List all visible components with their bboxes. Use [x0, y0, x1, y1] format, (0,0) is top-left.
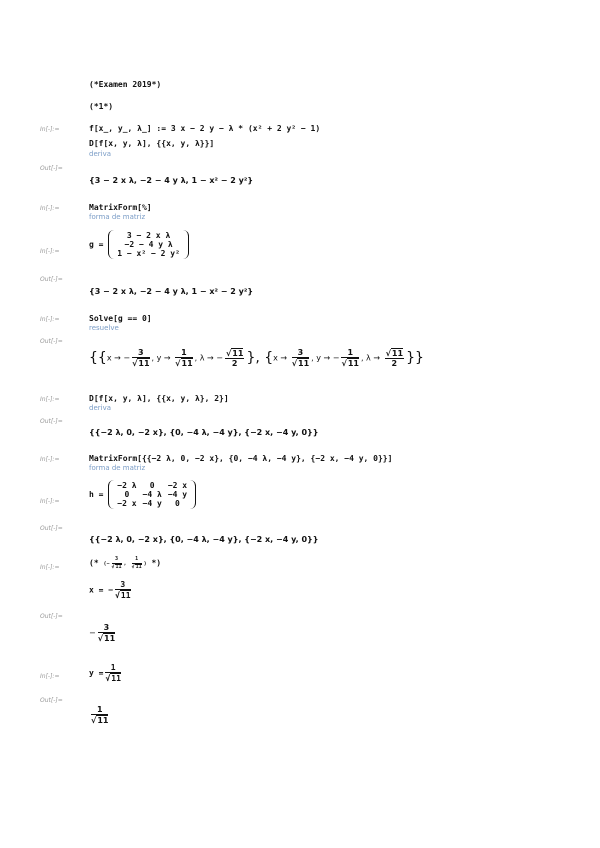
output-label-4: Out[-]= [40, 276, 63, 283]
output-y: 1 √ 11 [89, 705, 110, 725]
input-cell-matrixform[interactable]: MatrixForm[%] [89, 203, 152, 212]
hint-resuelve[interactable]: resuelve [89, 324, 119, 332]
h-matrix [108, 480, 196, 509]
h-cell: −4 y [142, 499, 162, 508]
h-cell: −2 λ [117, 481, 137, 490]
output-gradient: {3 − 2 x λ, −2 − 4 y λ, 1 − x² − 2 y²} [89, 176, 254, 185]
g-prefix: g = [89, 240, 104, 249]
h-cell: 0 [124, 490, 130, 499]
h-cell: −2 x [167, 481, 188, 490]
h-cell: −4 λ [142, 490, 162, 499]
input-label-3: In[-]:= [40, 205, 60, 212]
input-label-5: In[-]:= [40, 316, 60, 323]
input-cell-g-assign[interactable] [89, 230, 189, 259]
h-cell: 0 [149, 481, 155, 490]
input-label-6: In[-]:= [40, 396, 60, 403]
h-cell: 0 [175, 499, 180, 508]
input-cell-gradient[interactable]: D[f[x, y, λ], {{x, y, λ}}] [89, 139, 215, 148]
output-label-2: Out[-]= [40, 165, 63, 172]
hint-forma-de-matriz-2[interactable]: forma de matriz [89, 464, 146, 472]
input-label-9: In[-]:= [40, 564, 60, 571]
input-cell-y-assign[interactable]: y = 1 √ 11 [89, 663, 123, 683]
g-matrix [108, 230, 189, 259]
h-cell: −2 x [117, 499, 137, 508]
h-cell: −4 y [167, 490, 188, 499]
output-label-8: Out[-]= [40, 525, 63, 532]
input-label-8: In[-]:= [40, 498, 60, 505]
output-h: {{−2 λ, 0, −2 x}, {0, −4 λ, −4 y}, {−2 x, −4 y, 0}} [89, 535, 319, 544]
input-label-1: In[-]:= [40, 126, 60, 133]
output-hessian: {{−2 λ, 0, −2 x}, {0, −4 λ, −4 y}, {−2 x, −4 y, 0}} [89, 428, 319, 437]
input-label-10: In[-]:= [40, 673, 60, 680]
h-prefix: h = [89, 490, 104, 499]
output-solve: {{x → − 3 √ 11 , y → 1 √ 11 , λ → − √ $\frac{11}{2}$ }, {x → 3 √ 11 , y → − 1 √ 11 , λ → √ $\frac{11}{2}$ }} [89, 348, 424, 368]
input-cell-solve[interactable]: Solve[g == 0] [89, 314, 152, 323]
comment-1[interactable]: (*1*) [89, 102, 114, 111]
output-label-9: Out[-]= [40, 613, 63, 620]
hint-deriva-2[interactable]: deriva [89, 404, 112, 412]
comment-examen[interactable]: (*Examen 2019*) [89, 80, 162, 89]
output-x: − 3 √ 11 [89, 623, 117, 643]
output-label-6: Out[-]= [40, 418, 63, 425]
input-label-7: In[-]:= [40, 456, 60, 463]
hint-deriva-1[interactable]: deriva [89, 150, 112, 158]
g-row-0: 3 − 2 x λ [126, 231, 171, 240]
input-label-4: In[-]:= [40, 248, 60, 255]
hint-forma-de-matriz-1[interactable]: forma de matriz [89, 213, 146, 221]
g-row-1: −2 − 4 y λ [124, 240, 173, 249]
input-cell-comment-point[interactable]: (* (− 3 √ 11 , 1 √ 11 ) *) [89, 557, 161, 571]
output-label-5: Out[-]= [40, 338, 63, 345]
output-g: {3 − 2 x λ, −2 − 4 y λ, 1 − x² − 2 y²} [89, 287, 254, 296]
input-cell-hessian[interactable]: D[f[x, y, λ], {{x, y, λ}, 2}] [89, 394, 229, 403]
input-cell-h-assign[interactable] [89, 480, 196, 509]
g-row-2: 1 − x² − 2 y² [117, 249, 180, 258]
input-cell-matrixform-2[interactable]: MatrixForm[{{−2 λ, 0, −2 x}, {0, −4 λ, −4 y}, {−2 x, −4 y, 0}}] [89, 454, 393, 463]
input-cell-f-definition[interactable]: f[x_, y_, λ_] := 3 x − 2 y − λ * (x² + 2 y² − 1) [89, 124, 321, 133]
output-label-10: Out[-]= [40, 697, 63, 704]
input-cell-x-assign[interactable]: x = − 3 √ 11 [89, 580, 133, 600]
